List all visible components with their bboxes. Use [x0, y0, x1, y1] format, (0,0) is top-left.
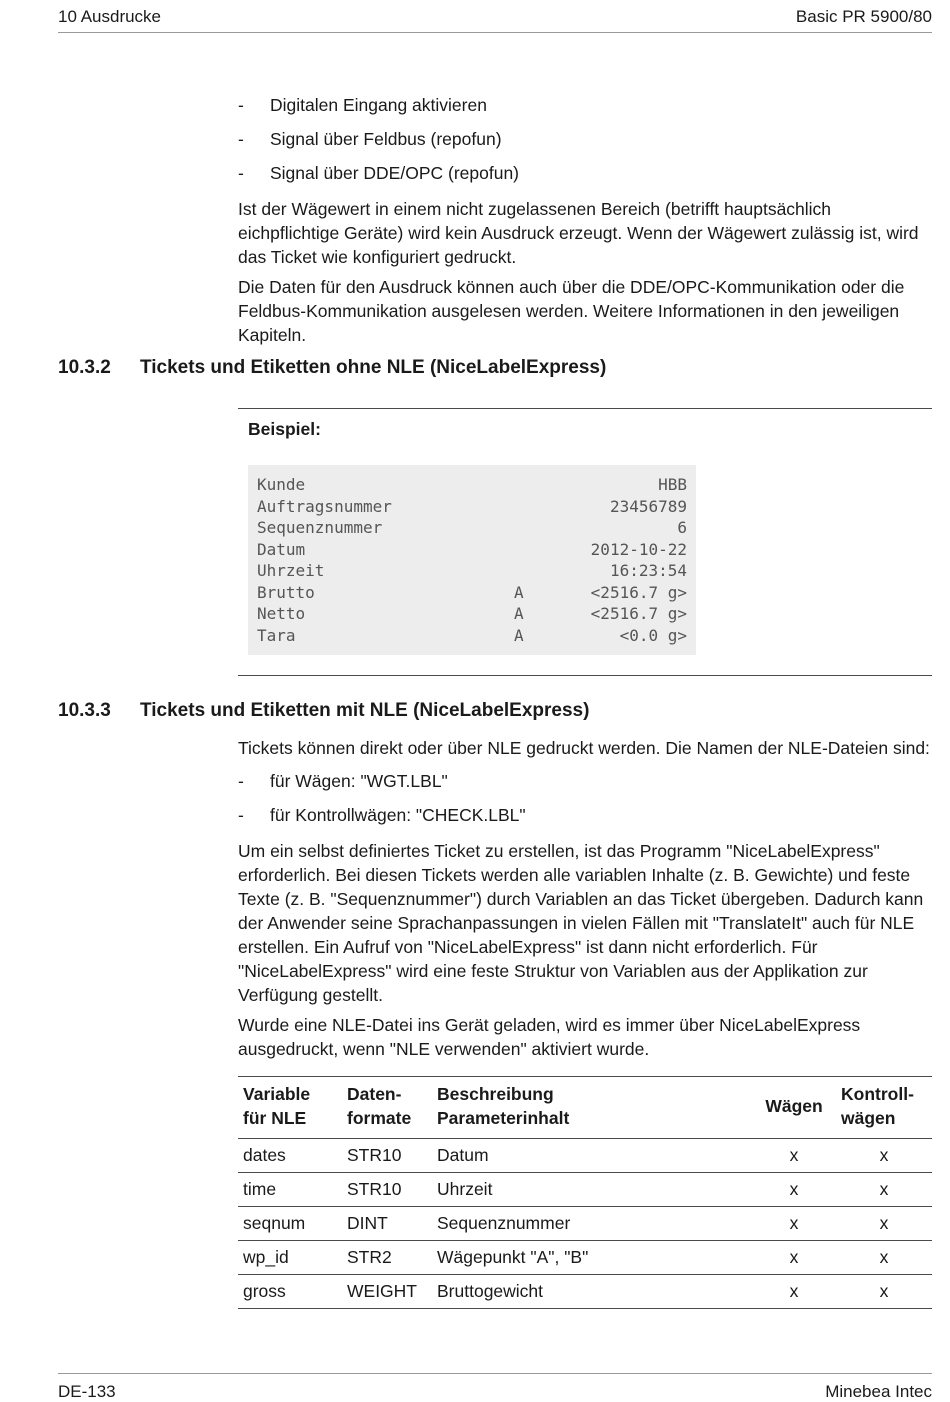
company-name: Minebea Intec [825, 1382, 932, 1401]
intro-text [238, 197, 932, 353]
section-number: 10.3.3 [58, 700, 111, 721]
table-row: time STR10 Uhrzeit x x [238, 1173, 932, 1207]
page-footer [58, 1373, 932, 1402]
section-number: 10.3.2 [58, 357, 111, 378]
section-title: Tickets und Etiketten mit NLE (NiceLabelExpress) [140, 700, 590, 721]
list-item: - für Kontrollwägen: "CHECK.LBL" [238, 805, 526, 825]
ticket-row: Tara A <0.0 g> [257, 625, 687, 645]
table-row: gross WEIGHT Bruttogewicht x x [238, 1275, 932, 1309]
nle-file-list [238, 768, 918, 836]
table-row: wp_id STR2 Wägepunkt "A", "B" x x [238, 1241, 932, 1275]
header-product: Basic PR 5900/80 [795, 7, 932, 26]
header-chapter: 10 Ausdrucke [58, 7, 162, 26]
header-format: Daten- formate [342, 1077, 432, 1139]
header-checkweighing: Kontroll- wägen [836, 1077, 932, 1139]
header-weighing: Wägen [752, 1077, 836, 1139]
page-header [58, 6, 932, 33]
nle-description [238, 839, 932, 1067]
paragraph: Wurde eine NLE-Datei ins Gerät geladen, wird es immer über NiceLabelExpress ausgedruckt, wenn "NLE verwenden" aktiviert wurde. [238, 1015, 861, 1059]
ticket-row: Kunde HBB [257, 475, 687, 494]
list-item: - für Wägen: "WGT.LBL" [238, 771, 448, 791]
ticket-row: Uhrzeit 16:23:54 [257, 561, 687, 580]
ticket-printout [248, 465, 696, 655]
ticket-row: Auftragsnummer 23456789 [257, 496, 687, 516]
ticket-row: Datum 2012-10-22 [257, 539, 687, 559]
paragraph: Um ein selbst definiertes Ticket zu erstellen, ist das Programm "NiceLabelExpress" erforderlich. Bei diesen Tickets werden alle variablen Inhalte (z. B. Gewichte) und feste Texte (z. B. "Sequenznummer") durch Variablen an das Ticket übergeben. Dadurch kann der Anwender seine Sprachanpassungen in vielen Fällen mit "TranslateIt" auch für NLE erstellen. Ein Aufruf von "NiceLabelExpress" ist dann nicht erforderlich. Für "NiceLabelExpress" wird eine feste Struktur von Variablen aus der Applikation zur Verfügung gestellt. [238, 841, 924, 1005]
example-label: Beispiel: [248, 419, 321, 439]
page-number: DE-133 [58, 1382, 116, 1401]
example-box [238, 408, 932, 676]
ticket-row: Sequenznummer 6 [257, 518, 687, 537]
trigger-list [238, 92, 918, 194]
list-item: - Digitalen Eingang aktivieren [238, 95, 487, 115]
header-variable: Variable für NLE [238, 1077, 342, 1139]
table-header-row [238, 1077, 932, 1139]
table-row: dates STR10 Datum x x [238, 1139, 932, 1173]
ticket-row: Brutto A <2516.7 g> [257, 582, 687, 602]
table-row: seqnum DINT Sequenznummer x x [238, 1207, 932, 1241]
nle-variable-table [238, 1076, 932, 1309]
paragraph: Tickets können direkt oder über NLE gedruckt werden. Die Namen der NLE-Dateien sind: [238, 738, 930, 758]
ticket-row: Netto A <2516.7 g> [257, 604, 687, 623]
section-title: Tickets und Etiketten ohne NLE (NiceLabelExpress) [140, 357, 607, 378]
list-item: - Signal über DDE/OPC (repofun) [238, 163, 519, 183]
nle-intro [238, 736, 932, 766]
paragraph: Die Daten für den Ausdruck können auch über die DDE/OPC-Kommunikation oder die Feldbus-Kommunikation ausgelesen werden. Weitere Informationen in den jeweiligen Kapiteln. [238, 277, 905, 345]
paragraph: Ist der Wägewert in einem nicht zugelassenen Bereich (betrifft hauptsächlich eichpflichtige Geräte) wird kein Ausdruck erzeugt. Wenn der Wägewert zulässig ist, wird das Ticket wie konfiguriert gedruckt. [238, 199, 919, 267]
header-description: Beschreibung Parameterinhalt [432, 1077, 752, 1139]
list-item: - Signal über Feldbus (repofun) [238, 129, 502, 149]
